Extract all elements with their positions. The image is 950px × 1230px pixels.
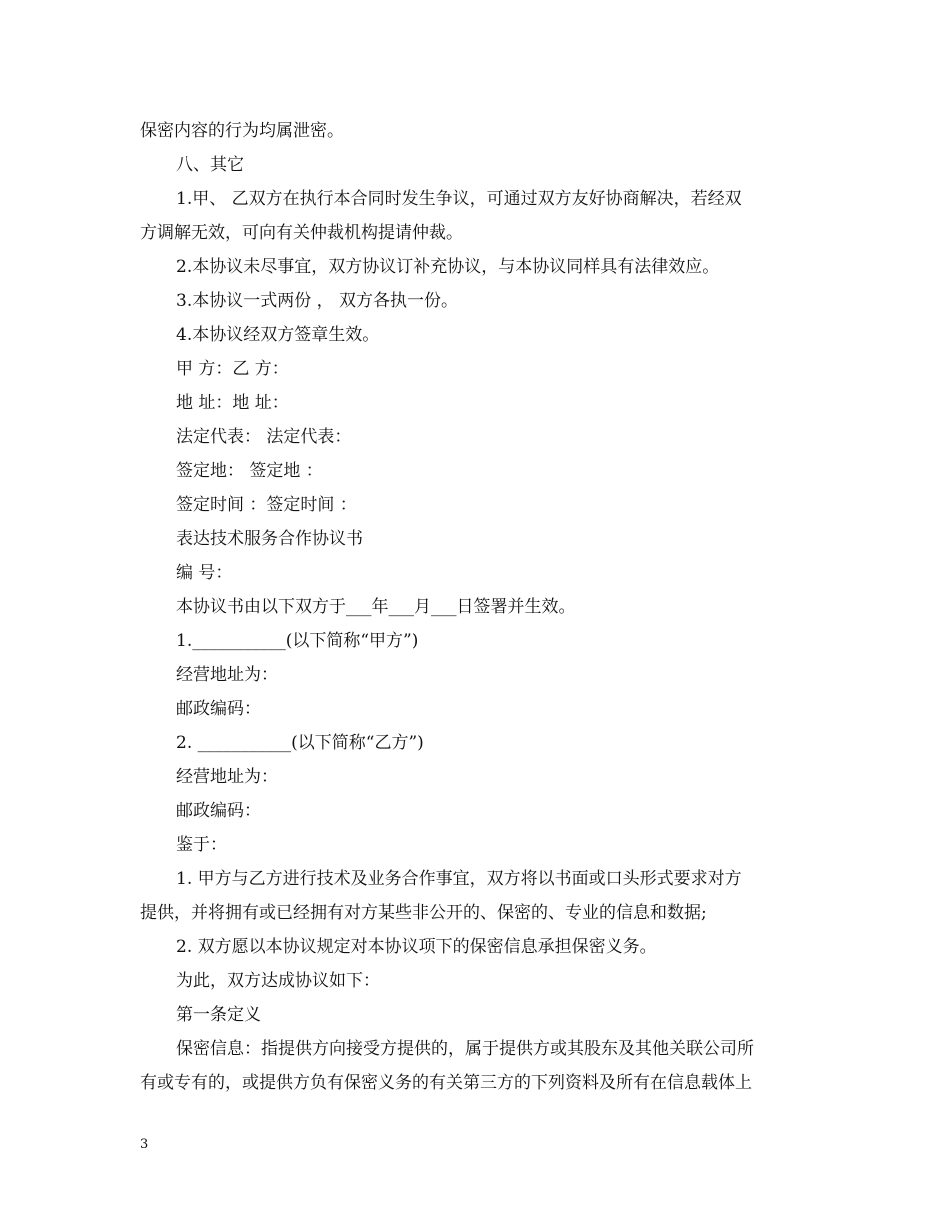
text-line: 3.本协议一式两份 ， 双方各执一份。	[176, 291, 459, 311]
text-line: 邮政编码：	[176, 801, 261, 821]
text-line: 2. ___________(以下简称“乙方”)	[176, 733, 424, 753]
text-line: 经营地址为：	[176, 665, 278, 685]
text-line: 法定代表： 法定代表：	[176, 427, 352, 447]
text-line: 2. 双方愿以本协议规定对本协议项下的保密信息承担保密义务。	[176, 937, 657, 957]
text-line: 编 号：	[176, 563, 233, 583]
text-line: 第一条定义	[176, 1005, 261, 1025]
text-line: 保密信息：指提供方向接受方提供的，属于提供方或其股东及其他关联公司所	[176, 1039, 754, 1059]
text-line: 地 址：地 址：	[176, 393, 289, 413]
text-line: 八、其它	[176, 155, 244, 175]
text-line: 甲 方：乙 方：	[176, 359, 289, 379]
page-number: 3	[140, 1137, 149, 1152]
text-line: 4.本协议经双方签章生效。	[176, 325, 380, 345]
text-line: 1.___________(以下简称“甲方”)	[176, 631, 419, 651]
text-line: 2.本协议未尽事宜，双方协议订补充协议，与本协议同样具有法律效应。	[176, 257, 720, 277]
text-line: 方调解无效，可向有关仲裁机构提请仲裁。	[140, 223, 463, 243]
document-body	[140, 114, 812, 1100]
text-line: 本协议书由以下双方于___年___月___日签署并生效。	[176, 597, 576, 617]
text-line: 提供，并将拥有或已经拥有对方某些非公开的、保密的、专业的信息和数据;	[140, 903, 707, 923]
text-line: 保密内容的行为均属泄密。	[140, 121, 344, 141]
text-line: 1.甲、 乙双方在执行本合同时发生争议，可通过双方友好协商解决，若经双	[176, 189, 742, 209]
text-line: 鉴于：	[176, 835, 227, 855]
text-line: 有或专有的，或提供方负有保密义务的有关第三方的下列资料及所有在信息载体上	[140, 1073, 752, 1093]
text-line: 邮政编码：	[176, 699, 261, 719]
text-line: 签定地： 签定地 ：	[176, 461, 323, 481]
text-line: 签定时间 ：签定时间 ：	[176, 495, 357, 515]
text-line: 表达技术服务合作协议书	[176, 529, 363, 549]
text-line: 经营地址为：	[176, 767, 278, 787]
text-line: 为此，双方达成协议如下：	[176, 971, 380, 991]
text-line: 1. 甲方与乙方进行技术及业务合作事宜，双方将以书面或口头形式要求对方	[176, 869, 742, 889]
